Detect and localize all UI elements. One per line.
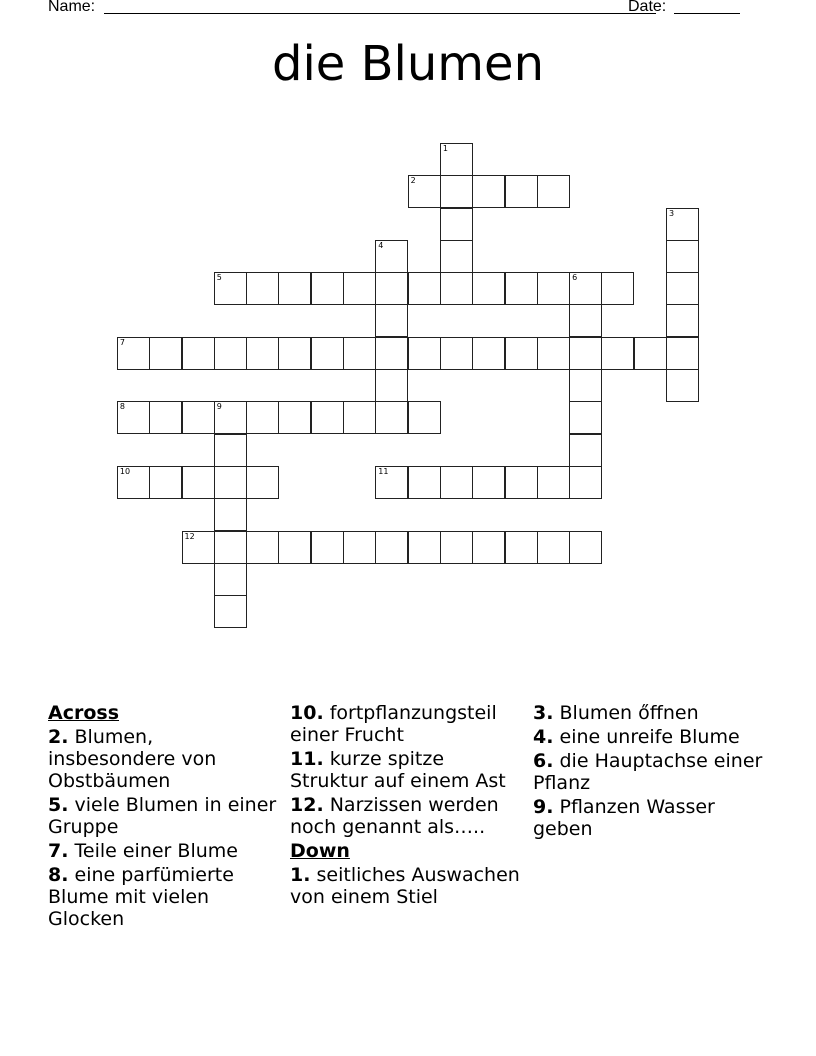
grid-cell[interactable] [440,240,473,273]
clue-item-number: 5. [48,794,69,816]
grid-cell[interactable] [569,531,602,564]
grid-cell[interactable] [375,369,408,402]
grid-cell[interactable] [246,466,279,499]
grid-cell[interactable] [375,304,408,337]
clue-item [533,726,765,748]
clue-item [48,794,280,838]
clue-item-number: 1. [290,864,311,886]
grid-cell[interactable] [505,531,538,564]
clue-item-number: 6. [533,750,554,772]
clue-item-text: seitliches Auswachen von einem Stiel [290,864,520,908]
clue-item-number: 3. [533,702,554,724]
clue-item-number: 12. [290,794,324,816]
clue-item [290,864,522,908]
grid-cell[interactable] [214,466,247,499]
grid-cell[interactable] [537,272,570,305]
grid-cell[interactable] [472,337,505,370]
grid-cell[interactable] [278,401,311,434]
grid-cell[interactable] [182,401,215,434]
grid-cell[interactable] [214,531,247,564]
clue-number: 6 [572,273,578,283]
grid-cell[interactable] [311,401,344,434]
grid-cell[interactable] [537,531,570,564]
grid-cell[interactable] [343,337,376,370]
grid-cell[interactable] [634,337,667,370]
grid-cell[interactable] [537,337,570,370]
clue-column-2 [290,702,522,910]
clue-number: 1 [442,143,448,153]
grid-cell[interactable] [117,466,150,499]
clue-item-number: 4. [533,726,554,748]
grid-cell[interactable] [117,401,150,434]
grid-cell[interactable] [375,337,408,370]
grid-cell[interactable] [505,272,538,305]
grid-cell[interactable] [666,369,699,402]
clue-item [533,750,765,794]
clue-item [533,796,765,840]
clue-item-text: eine parfümierte Blume mit vielen Glocken [48,864,234,930]
grid-cell[interactable] [472,272,505,305]
clue-item [48,864,280,930]
grid-cell[interactable] [569,434,602,467]
clue-number: 12 [184,531,195,541]
clue-number: 10 [119,466,131,476]
grid-cell[interactable] [440,337,473,370]
grid-cell[interactable] [440,466,473,499]
grid-cell[interactable] [537,175,570,208]
grid-cell[interactable] [214,498,247,531]
clue-number: 11 [378,466,389,476]
grid-cell[interactable] [505,466,538,499]
clue-item-number: 8. [48,864,69,886]
clue-item-text: fortpflanzungsteil einer Frucht [290,702,497,746]
grid-cell[interactable] [569,337,602,370]
grid-cell[interactable] [375,466,408,499]
clue-item-text: die Hauptachse einer Pflanz [533,750,763,794]
grid-cell[interactable] [214,272,247,305]
grid-cell[interactable] [246,531,279,564]
down-clue-list [290,864,522,908]
grid-cell[interactable] [569,272,602,305]
clue-item-number: 9. [533,796,554,818]
grid-cell[interactable] [375,531,408,564]
grid-cell[interactable] [569,304,602,337]
grid-cell[interactable] [601,337,634,370]
clue-number: 8 [119,402,125,412]
grid-cell[interactable] [278,531,311,564]
grid-cell[interactable] [408,175,441,208]
date-label: Date: [628,0,667,15]
grid-cell[interactable] [375,401,408,434]
grid-cell[interactable] [601,272,634,305]
grid-cell[interactable] [408,272,441,305]
grid-cell[interactable] [311,531,344,564]
clue-item-text: Pflanzen Wasser geben [533,796,715,840]
across-clue-list [48,726,280,930]
grid-cell[interactable] [246,401,279,434]
clue-column-1 [48,702,280,932]
grid-cell[interactable] [246,272,279,305]
grid-cell[interactable] [182,531,215,564]
clue-item [533,702,765,724]
grid-cell[interactable] [117,337,150,370]
clue-item-text: Teile einer Blume [74,840,238,862]
page-title: die Blumen [272,36,544,92]
grid-cell[interactable] [440,272,473,305]
clue-item [290,702,522,746]
down-heading: Down [290,840,350,862]
clue-item-number: 10. [290,702,324,724]
grid-cell[interactable] [214,337,247,370]
across-heading: Across [48,702,120,724]
grid-cell[interactable] [666,272,699,305]
grid-cell[interactable] [472,175,505,208]
grid-cell[interactable] [666,240,699,273]
clue-number: 4 [378,240,384,250]
grid-cell[interactable] [505,337,538,370]
grid-cell[interactable] [537,466,570,499]
grid-cell[interactable] [214,401,247,434]
clue-item-text: viele Blumen in einer Gruppe [48,794,277,838]
down-clue-list-continued [533,702,765,840]
grid-cell[interactable] [149,337,182,370]
grid-cell[interactable] [569,401,602,434]
grid-cell[interactable] [311,272,344,305]
grid-cell[interactable] [149,401,182,434]
grid-cell[interactable] [278,272,311,305]
grid-cell[interactable] [246,337,279,370]
grid-cell[interactable] [182,466,215,499]
grid-cell[interactable] [440,143,473,176]
clue-item [290,748,522,792]
grid-cell[interactable] [440,208,473,241]
clue-item [48,840,280,862]
clue-item-number: 11. [290,748,324,770]
clue-item [48,726,280,792]
grid-cell[interactable] [214,434,247,467]
grid-cell[interactable] [343,272,376,305]
clue-item-text: Blumen, insbesondere von Obstbäumen [48,726,217,792]
clue-column-3 [533,702,765,842]
clue-item [290,794,522,838]
clue-item-number: 7. [48,840,69,862]
grid-cell[interactable] [472,466,505,499]
grid-cell[interactable] [569,466,602,499]
grid-cell[interactable] [440,531,473,564]
grid-cell[interactable] [149,466,182,499]
grid-cell[interactable] [408,401,441,434]
clue-number: 3 [669,208,675,218]
grid-cell[interactable] [375,240,408,273]
grid-cell[interactable] [666,208,699,241]
grid-cell[interactable] [278,337,311,370]
grid-cell[interactable] [214,563,247,596]
clue-item-text: eine unreife Blume [559,726,740,748]
grid-cell[interactable] [569,369,602,402]
grid-cell[interactable] [343,531,376,564]
grid-cell[interactable] [375,272,408,305]
clue-item-number: 2. [48,726,69,748]
name-label: Name: [48,0,96,15]
grid-cell[interactable] [666,304,699,337]
clue-number: 5 [216,273,222,283]
grid-cell[interactable] [472,531,505,564]
grid-cell[interactable] [311,337,344,370]
grid-cell[interactable] [666,337,699,370]
grid-cell[interactable] [182,337,215,370]
grid-cell[interactable] [214,595,247,628]
across-clue-list-continued [290,702,522,838]
clue-number: 7 [119,337,125,347]
grid-cell[interactable] [343,401,376,434]
grid-cell[interactable] [505,175,538,208]
clue-item-text: kurze spitze Struktur auf einem Ast [290,748,506,792]
clue-number: 9 [216,402,222,412]
clue-number: 2 [410,176,416,186]
grid-cell[interactable] [408,466,441,499]
clue-item-text: Narzissen werden noch genannt als….. [290,794,499,838]
grid-cell[interactable] [440,175,473,208]
grid-cell[interactable] [408,337,441,370]
clue-item-text: Blumen őffnen [559,702,699,724]
grid-cell[interactable] [408,531,441,564]
